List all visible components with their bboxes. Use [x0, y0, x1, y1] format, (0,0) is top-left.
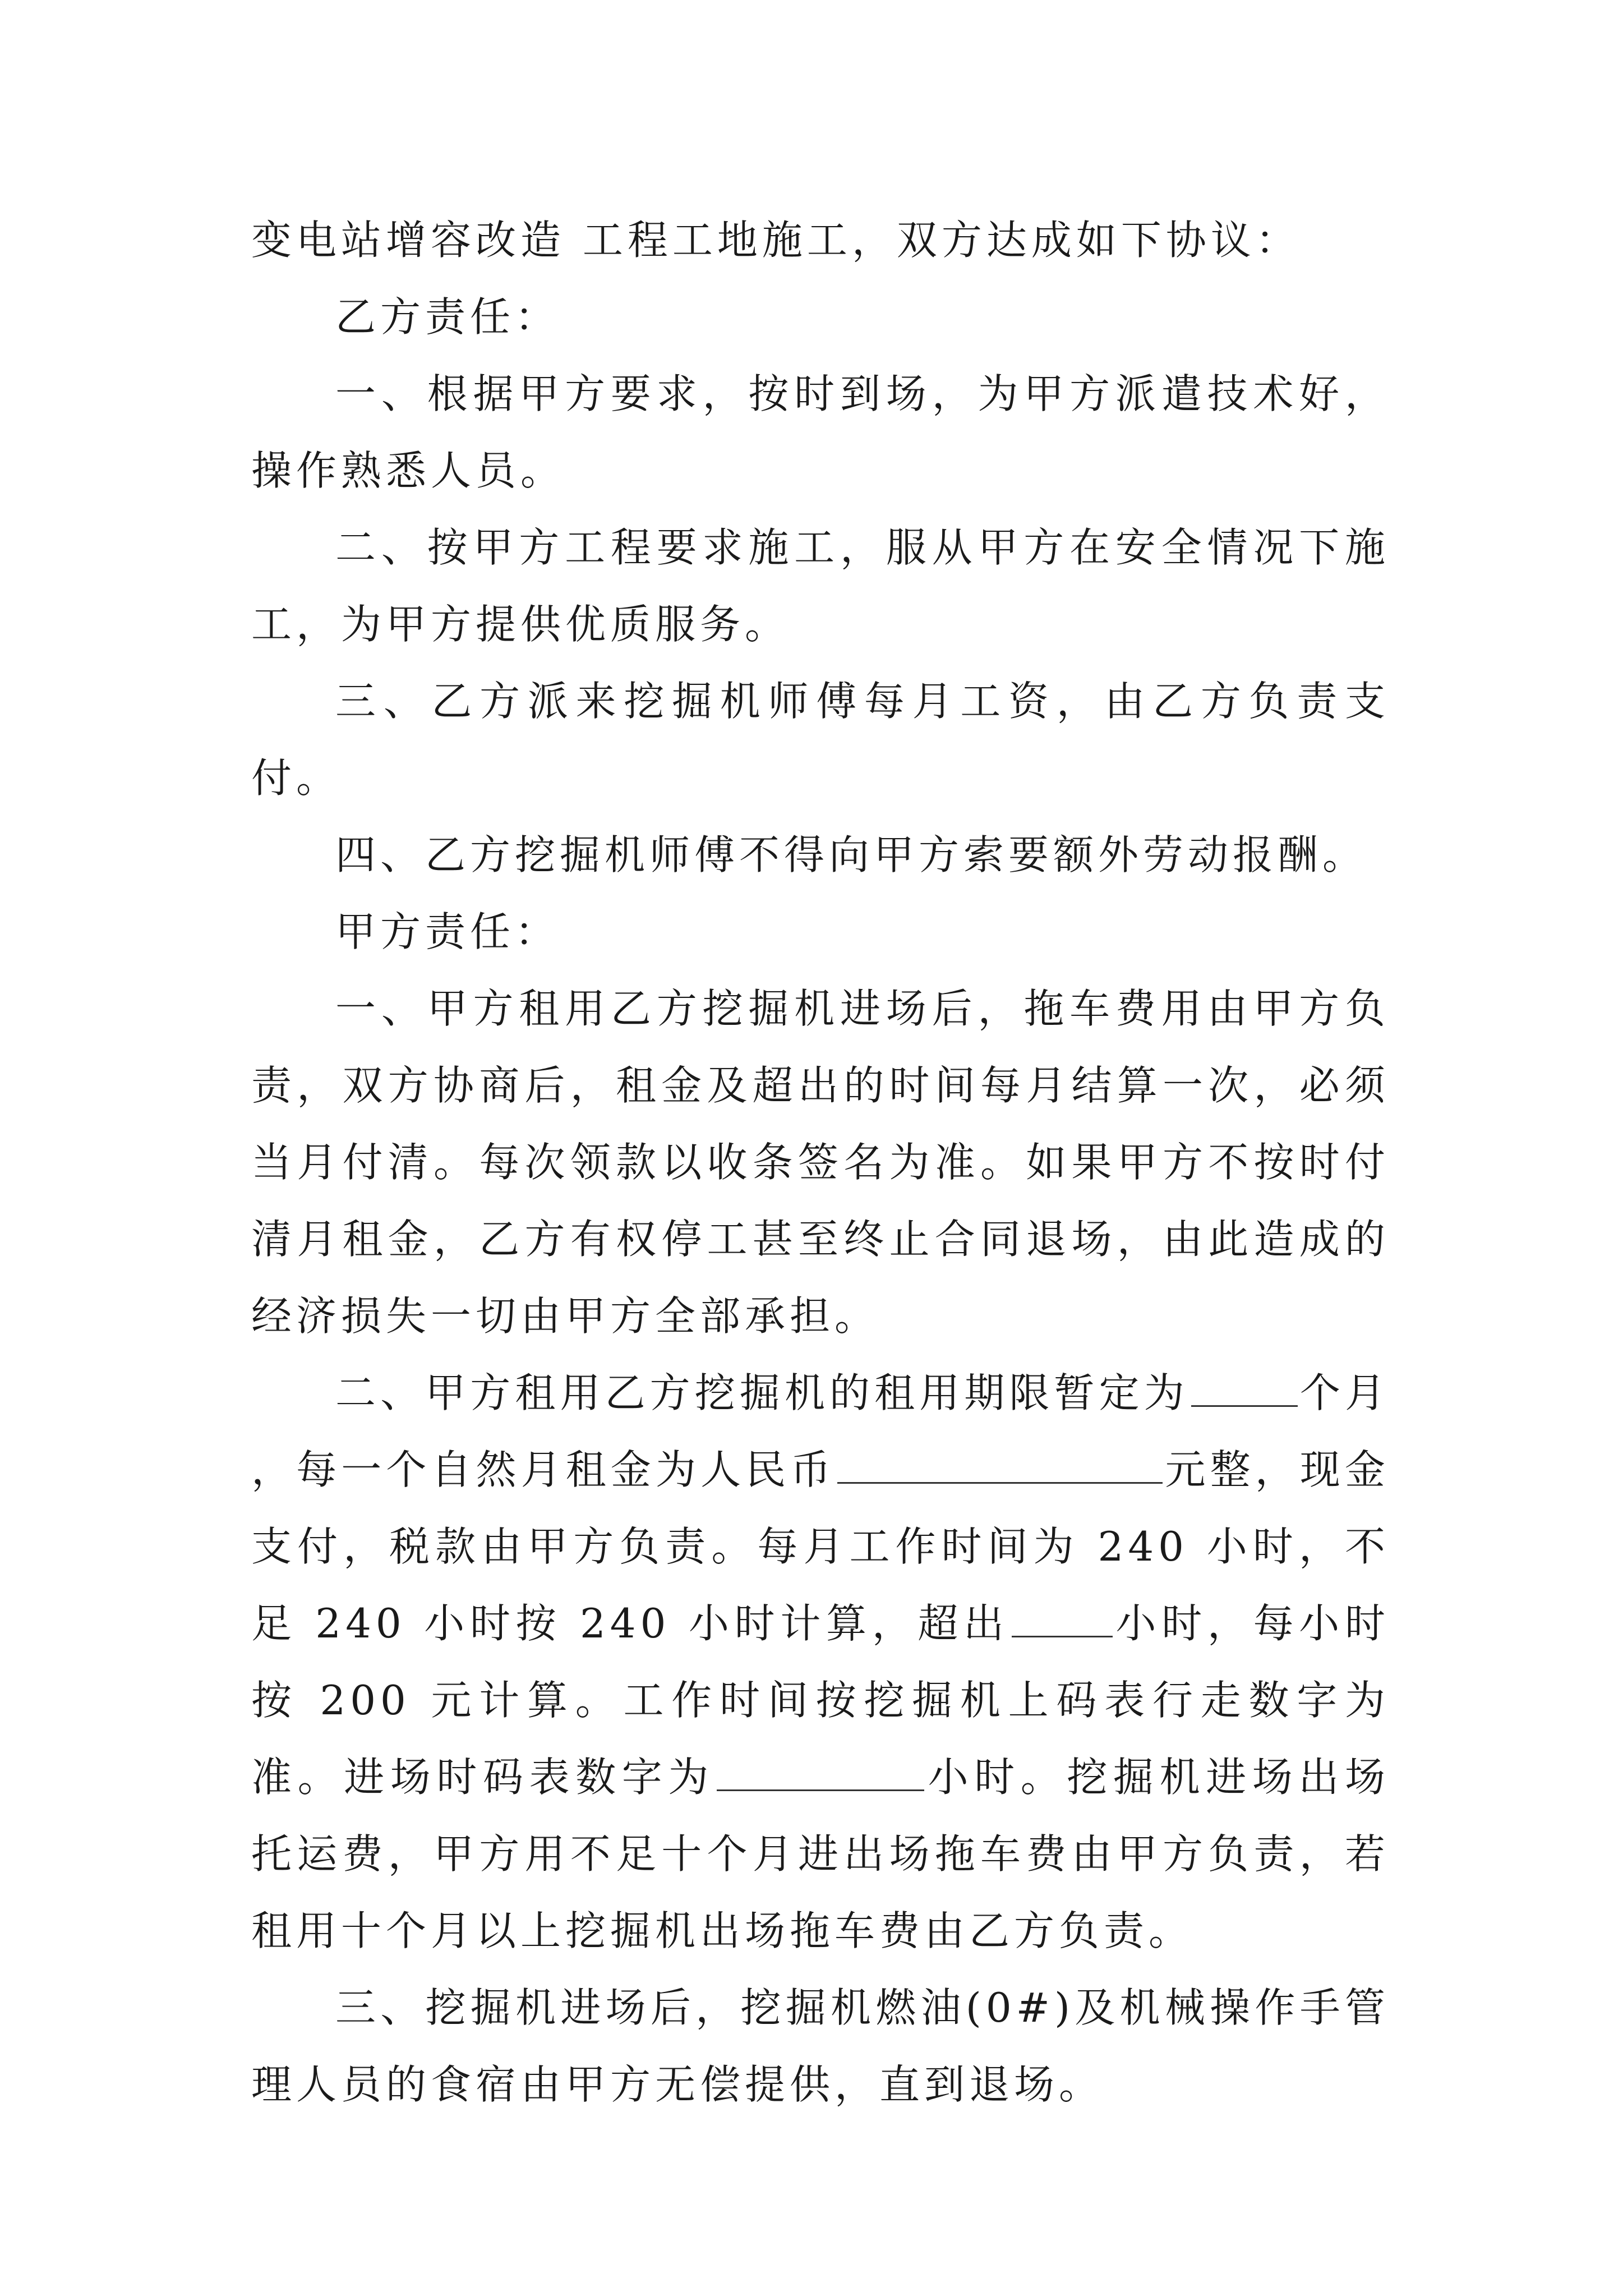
- party-a-item-2-part-1: 二、甲方租用乙方挖掘机的租用期限暂定为: [335, 1369, 1189, 1416]
- party-b-item-1: 一、根据甲方要求，按时到场，为甲方派遣技术好，操作熟悉人员。: [251, 370, 1390, 494]
- party-b-item-2: 二、按甲方工程要求施工，服从甲方在安全情况下施工，为甲方提供优质服务。: [251, 524, 1390, 648]
- meter-reading-blank[interactable]: [717, 1750, 924, 1791]
- party-b-item-4: 四、乙方挖掘机师傅不得向甲方索要额外劳动报酬。: [335, 831, 1368, 878]
- party-a-item-2-part-5: 小时。挖掘机进场出场托运费，甲方用不足十个月进出场拖车费由甲方负责，若租用十个月以上挖掘机出场拖车费由乙方负责。: [251, 1754, 1390, 1954]
- extra-hours-blank[interactable]: [1012, 1596, 1113, 1637]
- party-a-heading: 甲方责任：: [335, 908, 560, 955]
- party-b-heading: 乙方责任：: [335, 293, 560, 341]
- party-a-item-3: 三、挖掘机进场后，挖掘机燃油(0#)及机械操作手管理人员的食宿由甲方无偿提供，直到退场。: [251, 1984, 1390, 2108]
- lease-months-blank[interactable]: [1191, 1366, 1298, 1407]
- monthly-rent-blank[interactable]: [837, 1443, 1163, 1484]
- party-a-item-1: 一、甲方租用乙方挖掘机进场后，拖车费用由甲方负责，双方协商后，租金及超出的时间每月结算一次，必须当月付清。每次领款以收条签名为准。如果甲方不按时付清月租金，乙方有权停工甚至终止合同退场，由此造成的经济损失一切由甲方全部承担。: [251, 985, 1390, 1340]
- party-a-item-2-part-3: 元整，现金支付，税款由甲方负责。每月工作时间为 240 小时，不足 240 小时按 240 小时计算，超出: [251, 1446, 1390, 1647]
- party-a-item-2-part-4: 小时，每小时按 200 元计算。工作时间按挖掘机上码表行走数字为准。进场时码表数字为: [251, 1600, 1390, 1801]
- party-b-item-3: 三、乙方派来挖掘机师傅每月工资，由乙方负责支付。: [251, 678, 1390, 802]
- document-body: [251, 202, 1390, 2123]
- party-a-item-2: [251, 1355, 1390, 1970]
- intro-line: 变电站增容改造 工程工地施工，双方达成如下协议：: [251, 217, 1301, 264]
- party-a-item-2-part-2: 个月 ，每一个自然月租金为人民币: [251, 1369, 1390, 1493]
